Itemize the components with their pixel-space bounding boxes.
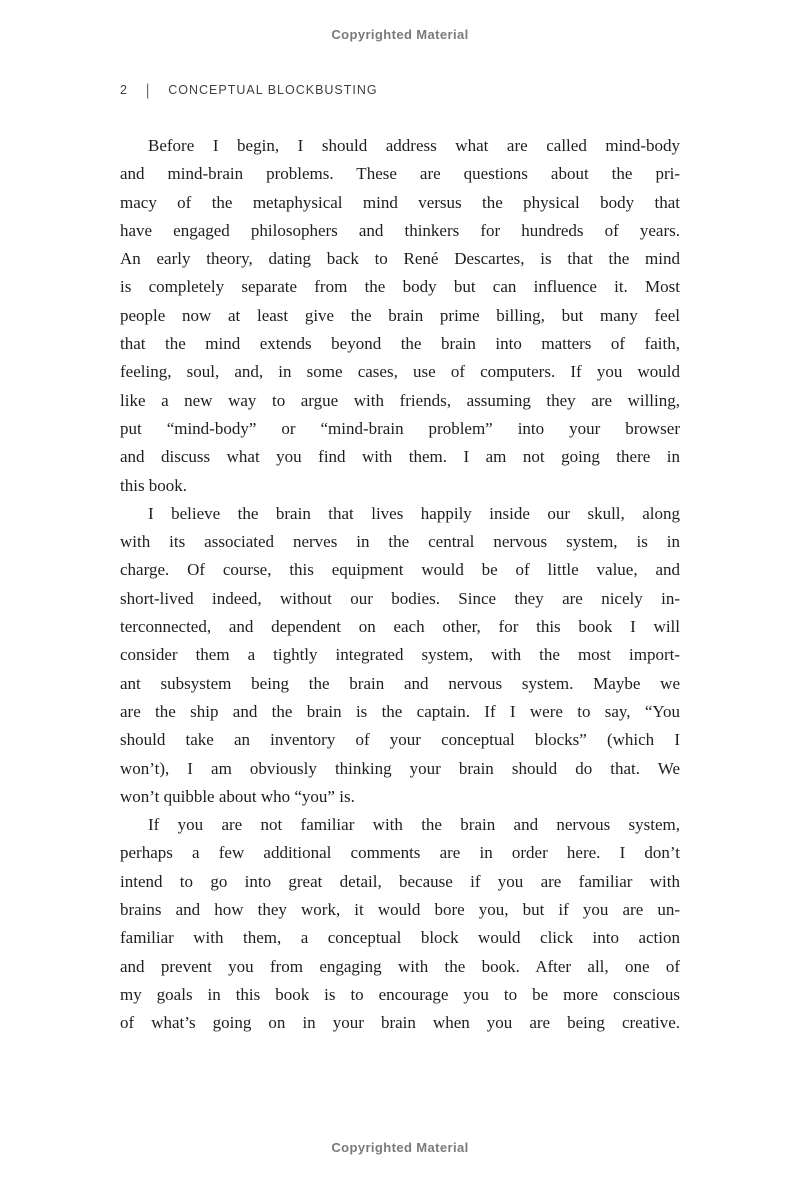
text-line: perhaps a few additional comments are in order here. I don’t	[120, 843, 680, 863]
text-line: macy of the metaphysical mind versus the physical body that	[120, 192, 680, 212]
text-line: with its associated nerves in the central nervous system, is in	[120, 532, 680, 552]
header-separator: |	[146, 81, 151, 99]
text-line: put “mind-body” or “mind-brain problem” into your browser	[120, 418, 680, 438]
text-line: ant subsystem being the brain and nervous system. Maybe we	[120, 673, 680, 693]
page-number: 2	[120, 83, 128, 97]
text-line: consider them a tightly integrated system, with the most import-	[120, 645, 680, 665]
paragraph	[120, 132, 680, 500]
text-line: like a new way to argue with friends, assuming they are willing,	[120, 390, 680, 410]
text-line: familiar with them, a conceptual block would click into action	[120, 928, 680, 948]
text-line: brains and how they work, it would bore you, but if you are un-	[120, 900, 680, 920]
copyright-notice-bottom: Copyrighted Material	[331, 1140, 469, 1155]
text-line: won’t), I am obviously thinking your brain should do that. We	[120, 758, 680, 778]
text-line: and mind-brain problems. These are questions about the pri-	[120, 164, 680, 184]
text-line: and prevent you from engaging with the book. After all, one of	[120, 956, 680, 976]
paragraph	[120, 811, 680, 1037]
text-line: my goals in this book is to encourage you to be more conscious	[120, 984, 680, 1004]
text-line: that the mind extends beyond the brain into matters of faith,	[120, 334, 680, 354]
text-line: charge. Of course, this equipment would be of little value, and	[120, 560, 680, 580]
text-line: of what’s going on in your brain when you are being creative.	[120, 1013, 680, 1033]
copyright-notice-top: Copyrighted Material	[331, 27, 469, 42]
text-line: and discuss what you find with them. I am not going there in	[120, 447, 680, 467]
text-line: this book.	[120, 475, 188, 495]
running-title: CONCEPTUAL BLOCKBUSTING	[168, 83, 378, 97]
text-line: should take an inventory of your conceptual blocks” (which I	[120, 730, 680, 750]
text-line: short-lived indeed, without our bodies. Since they are nicely in-	[120, 588, 680, 608]
text-line: terconnected, and dependent on each other, for this book I will	[120, 617, 680, 637]
text-line: won’t quibble about who “you” is.	[120, 786, 355, 806]
text-line: are the ship and the brain is the captain. If I were to say, “You	[120, 701, 680, 721]
text-line: Before I begin, I should address what are called mind-body	[148, 136, 680, 155]
text-line: is completely separate from the body but can influence it. Most	[120, 277, 680, 297]
text-line: feeling, soul, and, in some cases, use of computers. If you would	[120, 362, 680, 382]
text-line: If you are not familiar with the brain and nervous system,	[148, 815, 680, 835]
running-header	[120, 83, 378, 97]
text-line: I believe the brain that lives happily inside our skull, along	[148, 503, 680, 523]
body-text-column	[120, 132, 680, 1038]
text-line: An early theory, dating back to René Descartes, is that the mind	[120, 249, 680, 269]
text-line: people now at least give the brain prime billing, but many feel	[120, 305, 680, 325]
text-line: intend to go into great detail, because if you are familiar with	[120, 871, 680, 891]
paragraph	[120, 500, 680, 811]
text-line: have engaged philosophers and thinkers for hundreds of years.	[120, 220, 680, 240]
